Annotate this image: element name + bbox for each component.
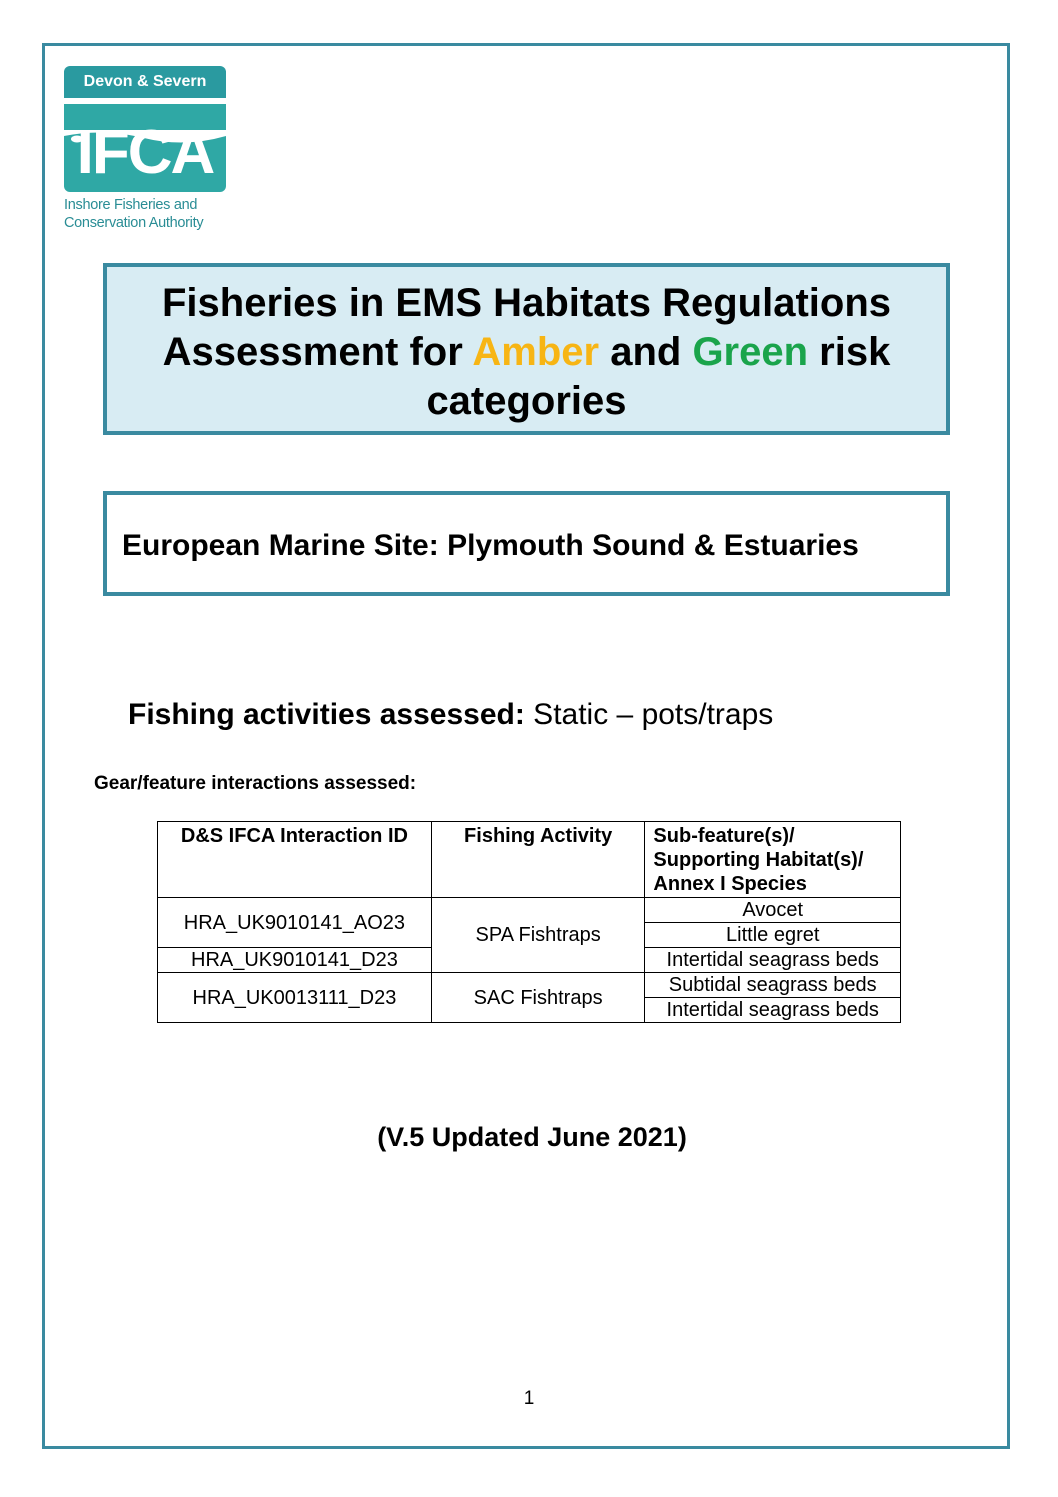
activity-cell: SPA Fishtraps [431, 898, 645, 973]
green-word: Green [692, 330, 809, 374]
table-row [158, 898, 901, 923]
header-sub-features: Sub-feature(s)/ Supporting Habitat(s)/ Annex I Species [645, 822, 901, 898]
site-name: European Marine Site: Plymouth Sound & Estuaries [122, 529, 859, 563]
interaction-id-cell: HRA_UK0013111_D23 [158, 973, 432, 1023]
header-interaction-id: D&S IFCA Interaction ID [158, 822, 432, 898]
site-box [103, 491, 950, 596]
activity-cell: SAC Fishtraps [431, 973, 645, 1023]
page-number: 1 [523, 1388, 535, 1409]
table-row [158, 973, 901, 998]
logo-subtitle [64, 196, 228, 232]
title-text: Assessment for [162, 330, 473, 374]
document-title [103, 263, 950, 435]
logo-subtitle-line1: Inshore Fisheries and [64, 197, 198, 213]
interactions-table [157, 821, 901, 1023]
activities-value: Static – pots/traps [524, 698, 774, 731]
title-line1: Fisheries in EMS Habitats Regulations [161, 281, 892, 325]
title-line3: categories [426, 379, 627, 423]
feature-cell: Intertidal seagrass beds [645, 998, 901, 1023]
page-border [42, 43, 1010, 1449]
title-text: risk [808, 330, 891, 374]
title-line2 [107, 328, 946, 377]
feature-cell: Little egret [645, 923, 901, 948]
feature-cell: Subtidal seagrass beds [645, 973, 901, 998]
amber-word: Amber [472, 330, 600, 374]
logo-main-block [64, 104, 226, 192]
version-info: (V.5 Updated June 2021) [377, 1122, 687, 1152]
title-text: and [599, 330, 693, 374]
fishing-activities [128, 698, 773, 732]
logo-subtitle-line2: Conservation Authority [64, 215, 204, 231]
header-fishing-activity: Fishing Activity [431, 822, 645, 898]
table-header-row [158, 822, 901, 898]
gear-interactions-label: Gear/feature interactions assessed: [94, 773, 417, 794]
activities-label: Fishing activities assessed: [128, 698, 525, 731]
feature-cell: Avocet [645, 898, 901, 923]
logo-letters: IFCA [76, 118, 214, 187]
interaction-id-cell: HRA_UK9010141_AO23 [158, 898, 432, 948]
feature-cell: Intertidal seagrass beds [645, 948, 901, 973]
logo-top-banner: Devon & Severn [64, 66, 226, 98]
ifca-logo [64, 66, 228, 236]
interaction-id-cell: HRA_UK9010141_D23 [158, 948, 432, 973]
